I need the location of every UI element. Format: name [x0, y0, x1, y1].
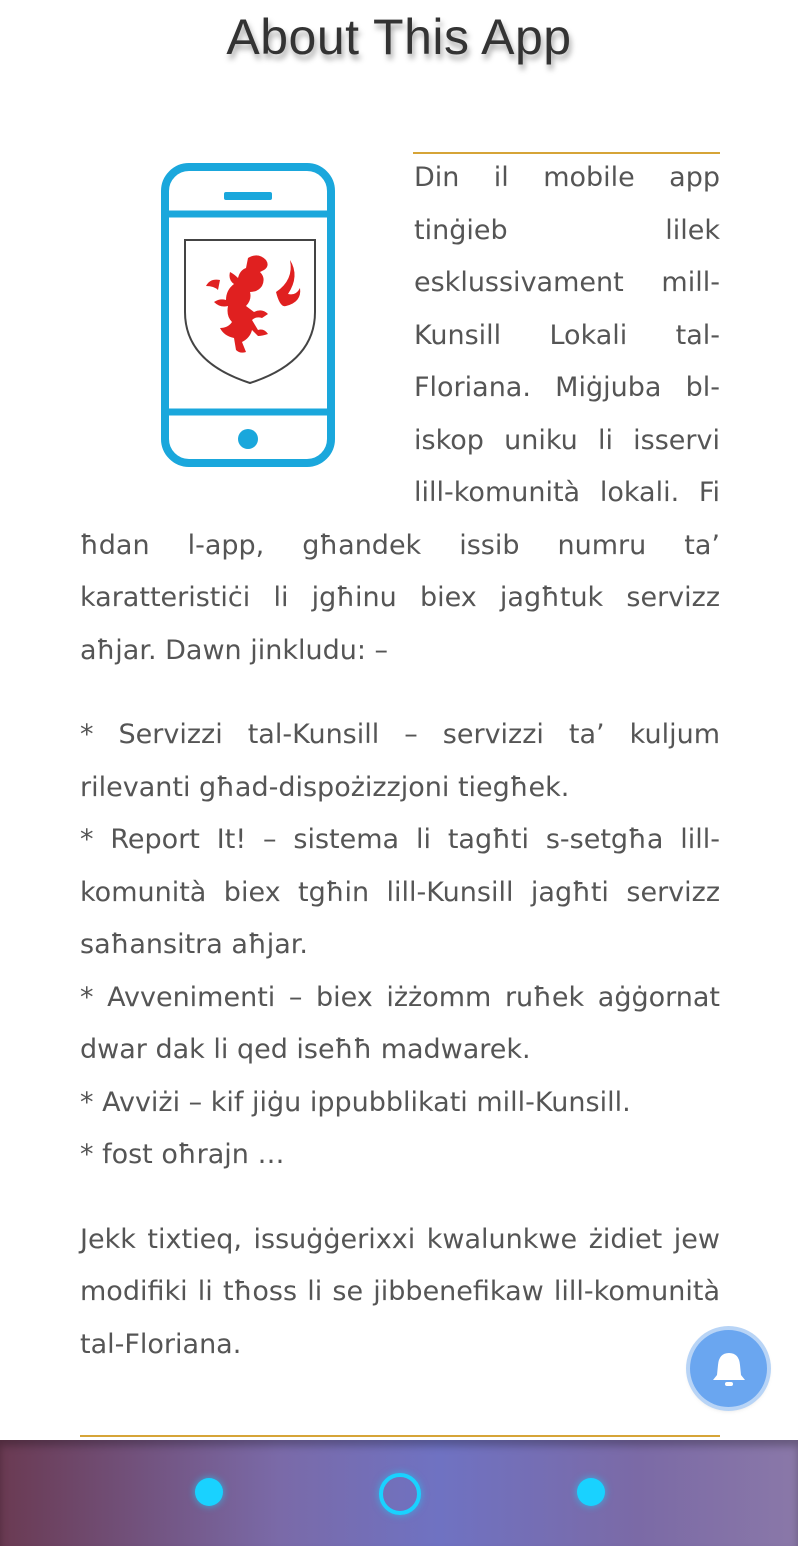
nav-recents-button[interactable] — [577, 1478, 605, 1506]
list-item: * fost oħrajn … — [80, 1139, 285, 1170]
page-title: About This App — [226, 9, 572, 65]
bottom-navigation-bar — [0, 1440, 798, 1546]
closing-paragraph: Jekk tixtieq, issuġġerixxi kwalunkwe żidiet jew modifiki li tħoss li se jibbenefikaw lill-komunità tal-Floriana. — [80, 1223, 720, 1360]
nav-home-button[interactable] — [379, 1473, 421, 1515]
list-item: * Report It! – sistema li tagħti s-setgħa lill-komunità biex tgħin lill-Kunsill jagħti servizz saħansitra aħjar. — [80, 824, 720, 960]
nav-back-button[interactable] — [195, 1478, 223, 1506]
intro-paragraph: Din il mobile app tinġieb lilek esklussivament mill-Kunsill Lokali tal-Floriana. Miġjuba bl-iskop uniku li isservi lill-komunità lokali. Fi ħdan l-app, għandek issib numru ta’ karatteristiċi li jgħinu biex jagħtuk servizz aħjar. Dawn jinkludu: – — [80, 162, 720, 666]
app-illustration — [80, 152, 414, 517]
article-body — [80, 152, 720, 1371]
list-item: * Avvenimenti – biex iżżomm ruħek aġġornat dwar dak li qed iseħħ madwarek. — [80, 981, 720, 1065]
feature-list — [80, 709, 720, 1182]
list-item: * Avviżi – kif jiġu ippubblikati mill-Kunsill. — [80, 1086, 631, 1118]
list-item: * Servizzi tal-Kunsill – servizzi ta’ kuljum rilevanti għad-dispożizzjoni tiegħek. — [80, 719, 720, 803]
bottom-divider — [80, 1435, 720, 1437]
phone-coat-of-arms-icon — [160, 162, 336, 468]
notification-button[interactable] — [690, 1330, 767, 1407]
bell-icon — [707, 1347, 751, 1391]
